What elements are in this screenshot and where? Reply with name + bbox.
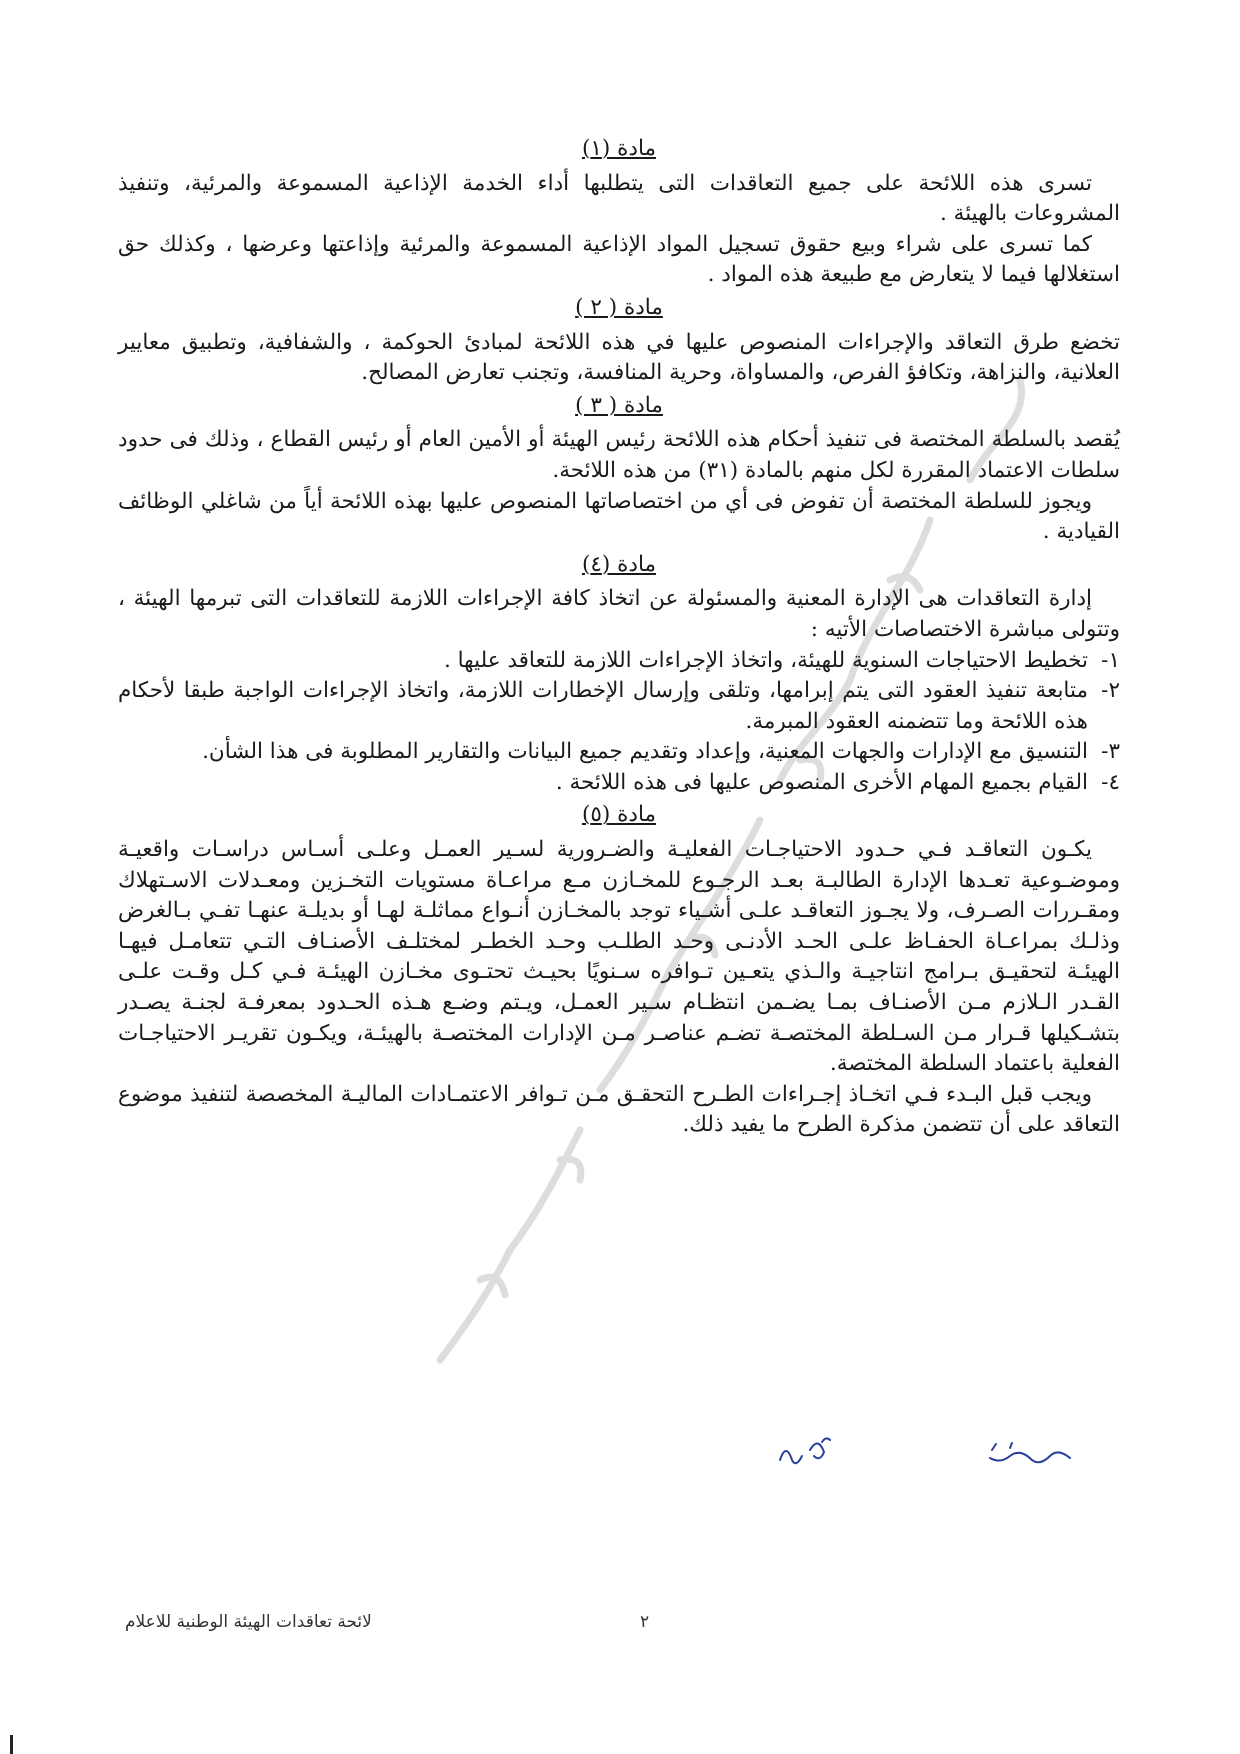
article-heading: مادة (٥) — [581, 802, 657, 828]
list-item-number: ١- — [1101, 647, 1120, 673]
article-4 — [118, 550, 1120, 799]
footer-document-title: لائحة تعاقدات الهيئة الوطنية للاعلام — [125, 1612, 372, 1632]
article-heading: مادة (١) — [581, 136, 657, 161]
article-1 — [118, 134, 1120, 291]
article-paragraph: ويجب قبل البـدء فـي اتخـاذ إجـراءات الطـرح التحقـق مـن تـوافر الاعتمـادات الماليـة المخصصة لتنفيذ موضوع التعاقد على أن تتضمن مذكرة الطرح ما يفيد ذلك. — [118, 1081, 1120, 1138]
list-item-text: القيام بجميع المهام الأخرى المنصوص عليها فى هذه اللائحة . — [555, 769, 1088, 795]
article-heading: مادة (٤) — [581, 551, 657, 577]
article-paragraph: يكـون التعاقـد فـي حـدود الاحتياجـات الفعليـة والضـرورية لسـير العمـل وعلـى أسـاس دراسـات واقعيـة وموضـوعية تعـدها الإدارة الطالبـة بعـد الرجـوع للمخـازن مـع مراعـاة مستويات التخـزين ومعـدلات الاسـتهلاك ومقـررات الصـرف، ولا يجـوز التعاقـد علـى أشـياء توجد بالمخـازن أنـواع مماثلـة لهـا أو بديلـة عنهـا تفـي بـالغرض وذلـك بمراعـاة الحفـاظ علـى الحـد الأدنـى وحـد الطلـب وحـد الخطـر لمختلـف الأصنـاف التـي تتعامـل فيهـا الهيئـة لتحقيـق بـرامج انتاجيـة والـذي يتعـين تـوافره سـنويًا بحيـث تحتـوى مخـازن الهيئـة فـي كـل وقـت علـى القـدر الـلازم مـن الأصنـاف بمـا يضـمن انتظـام سـير العمـل، ويـتم وضـع هـذه الحـدود بمعرفـة لجنـة يصـدر بتشـكيلها قـرار مـن السـلطة المختصـة تضـم عناصـر مـن الإدارات المختصـة بالهيئـة، ويكـون تقريـر الاحتياجـات الفعلية باعتماد السلطة المختصة. — [118, 837, 1120, 1077]
page-footer — [0, 1612, 1240, 1652]
list-item-number: ٤- — [1101, 769, 1120, 795]
article-3 — [118, 391, 1120, 548]
list-item-number: ٣- — [1101, 739, 1120, 765]
duties-list — [118, 646, 1120, 799]
article-paragraph: يُقصد بالسلطة المختصة فى تنفيذ أحكام هذه اللائحة رئيس الهيئة أو الأمين العام أو رئيس القطاع ، وذلك فى حدود سلطات الاعتماد المقررة لكل منهم بالمادة (٣١) من هذه اللائحة. — [118, 427, 1120, 483]
list-item-text: التنسيق مع الإدارات والجهات المعنية، وإعداد وتقديم جميع البيانات والتقارير المطلوبة فى هذا الشأن. — [202, 739, 1088, 765]
article-paragraph: تخضع طرق التعاقد والإجراءات المنصوص عليها في هذه اللائحة لمبادئ الحوكمة ، والشفافية، وتطبيق معايير العلانية، والنزاهة، وتكافؤ الفرص، والمساواة، وحرية المنافسة، وتجنب تعارض المصالح. — [118, 329, 1120, 386]
article-5 — [118, 800, 1120, 1141]
article-heading: مادة ( ٣ ) — [575, 392, 663, 418]
article-2 — [118, 293, 1120, 389]
article-heading: مادة ( ٢ ) — [575, 294, 663, 320]
list-item — [118, 768, 1120, 799]
list-item-number: ٢- — [1101, 678, 1120, 704]
list-item — [118, 737, 1120, 768]
article-intro: إدارة التعاقدات هى الإدارة المعنية والمسئولة عن اتخاذ كافة الإجراءات اللازمة للتعاقدات التى تبرمها الهيئة ، وتتولى مباشرة الاختصاصات الأتيه : — [118, 586, 1120, 642]
handwritten-signatures — [760, 1420, 1140, 1480]
document-body — [118, 132, 1120, 1141]
scan-edge-mark — [10, 1735, 13, 1754]
article-paragraph: كما تسرى على شراء وبيع حقوق تسجيل المواد الإذاعية المسموعة والمرئية وإذاعتها وعرضها ، وكذلك حق استغلالها فيما لا يتعارض مع طبيعة هذه المواد . — [118, 231, 1120, 288]
list-item — [118, 676, 1120, 737]
list-item — [118, 646, 1120, 677]
list-item-text: متابعة تنفيذ العقود التى يتم إبرامها، وتلقى وإرسال الإخطارات اللازمة، واتخاذ الإجراءات الواجبة طبقا لأحكام هذه اللائحة وما تتضمنه العقود المبرمة. — [118, 678, 1088, 734]
article-paragraph: تسرى هذه اللائحة على جميع التعاقدات التى يتطلبها أداء الخدمة الإذاعية المسموعة والمرئية، وتنفيذ المشروعات بالهيئة . — [118, 170, 1120, 227]
article-paragraph: ويجوز للسلطة المختصة أن تفوض فى أي من اختصاصاتها المنصوص عليها بهذه اللائحة أياً من شاغلي الوظائف القيادية . — [118, 488, 1120, 545]
page-number: ٢ — [640, 1612, 650, 1632]
list-item-text: تخطيط الاحتياجات السنوية للهيئة، واتخاذ الإجراءات اللازمة للتعاقد عليها . — [443, 647, 1088, 673]
